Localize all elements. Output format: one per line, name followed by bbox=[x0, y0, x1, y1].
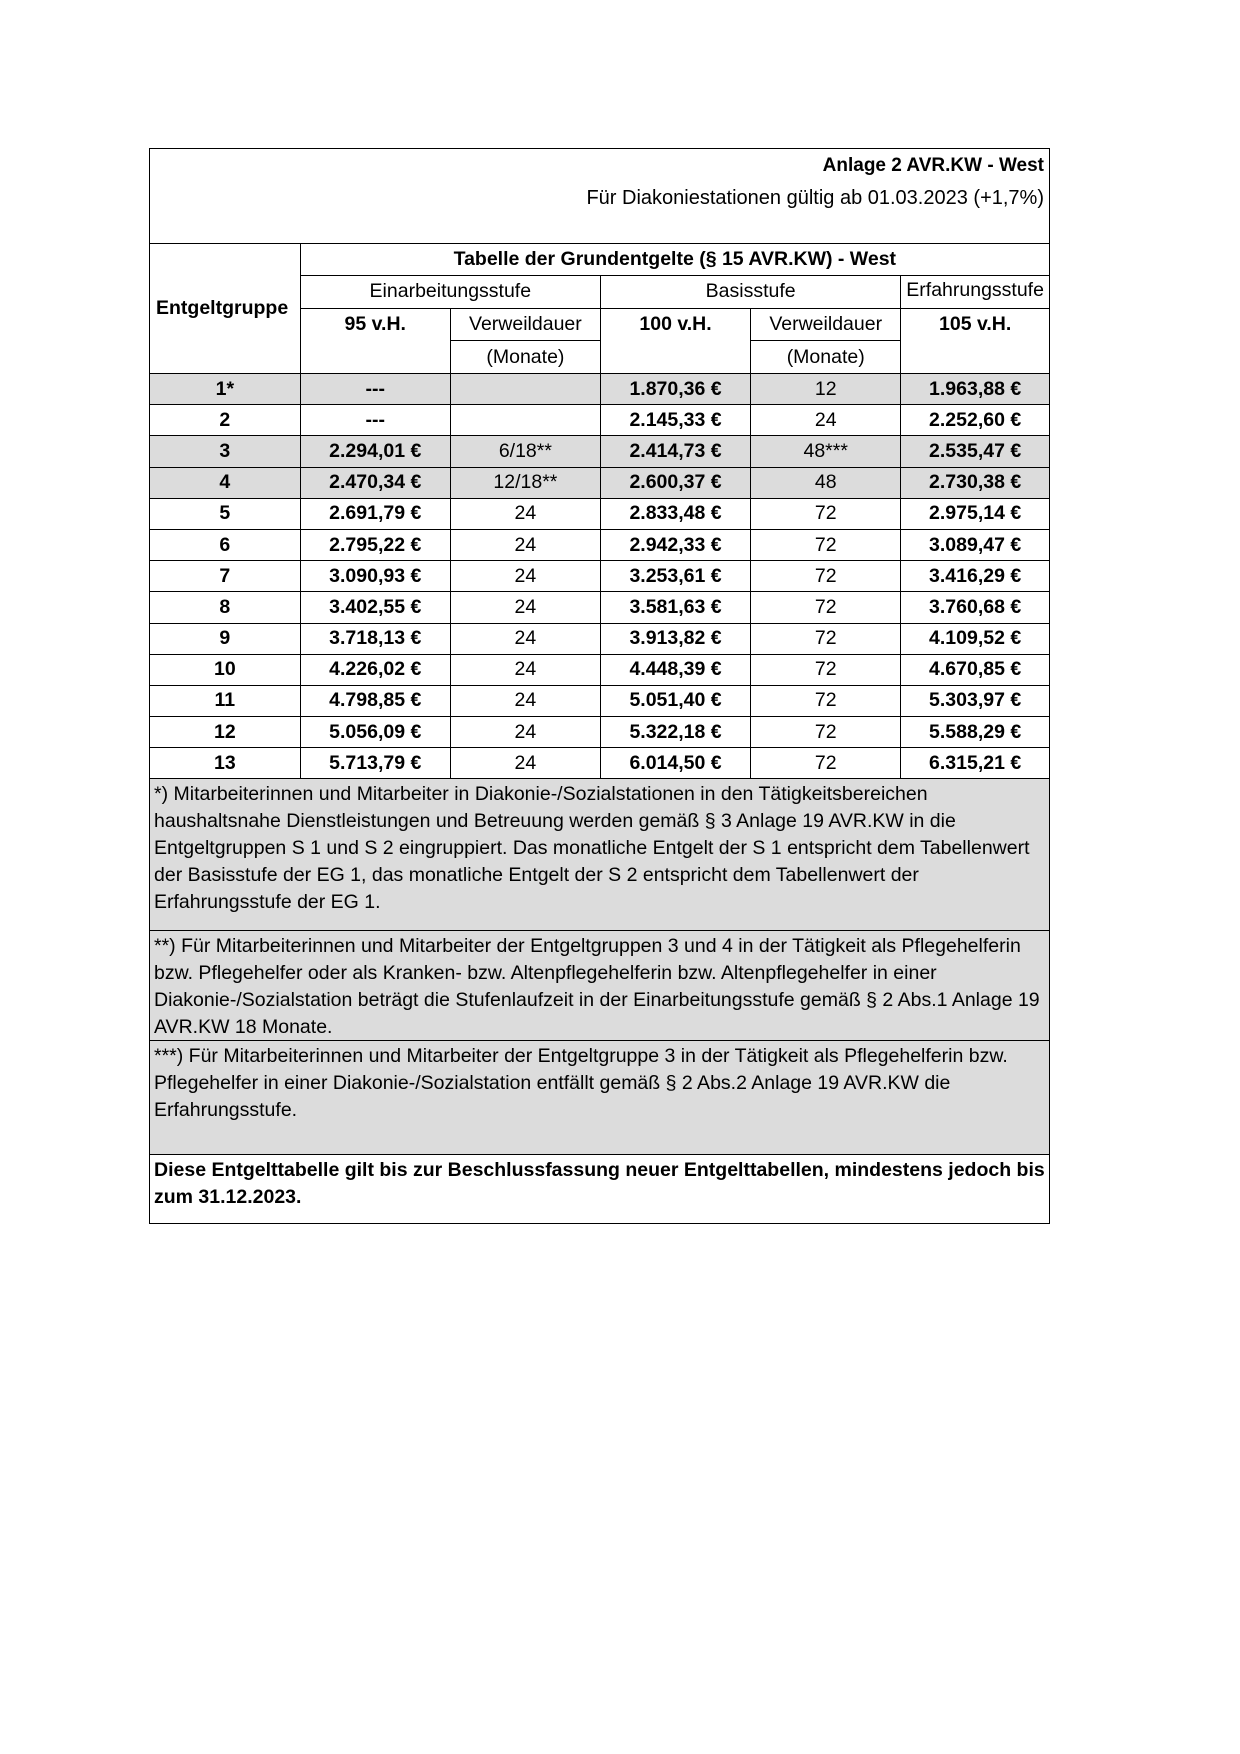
col-monate-2-header: (Monate) bbox=[751, 341, 901, 374]
cell-entgeltgruppe: 13 bbox=[150, 748, 300, 779]
validity-note: Diese Entgelttabelle gilt bis zur Beschlussfassung neuer Entgelttabellen, mindestens jedoch bis zum 31.12.2023. bbox=[154, 1159, 1045, 1209]
footnote-2: **) Für Mitarbeiterinnen und Mitarbeiter der Entgeltgruppen 3 und 4 in der Tätigkeit als Pflegehelferin bzw. Pflegehelfer oder als Kranken- bzw. Altenpflegehelferin bzw. Altenpflegehelfer in einer Diakonie-/Sozialstation beträgt die Stufenlaufzeit in der Einarbeitungsstufe gemäß § 2 Abs.1 Anlage 19 AVR.KW 18 Monate. bbox=[150, 931, 1049, 1041]
footnotes bbox=[150, 779, 1049, 1223]
salary-table-head bbox=[150, 244, 1049, 374]
cell-105: 6.315,21 € bbox=[901, 748, 1049, 779]
cell-105: 4.670,85 € bbox=[901, 654, 1049, 685]
table-row bbox=[150, 467, 1049, 498]
cell-verweildauer-1: 24 bbox=[450, 654, 600, 685]
table-row bbox=[150, 592, 1049, 623]
table-title: Tabelle der Grundentgelte (§ 15 AVR.KW) - West bbox=[300, 244, 1049, 276]
cell-95: --- bbox=[300, 374, 450, 405]
cell-verweildauer-2: 72 bbox=[751, 748, 901, 779]
cell-verweildauer-2: 48*** bbox=[751, 436, 901, 467]
cell-entgeltgruppe: 7 bbox=[150, 561, 300, 592]
table-row bbox=[150, 717, 1049, 748]
cell-entgeltgruppe: 11 bbox=[150, 685, 300, 716]
cell-verweildauer-2: 72 bbox=[751, 498, 901, 529]
col-105-header: 105 v.H. bbox=[901, 309, 1049, 341]
cell-105: 3.760,68 € bbox=[901, 592, 1049, 623]
cell-100: 2.942,33 € bbox=[600, 529, 750, 560]
cell-entgeltgruppe: 10 bbox=[150, 654, 300, 685]
cell-entgeltgruppe: 12 bbox=[150, 717, 300, 748]
cell-verweildauer-1: 24 bbox=[450, 748, 600, 779]
col-verweildauer-2-header: Verweildauer bbox=[751, 309, 901, 341]
cell-100: 3.913,82 € bbox=[600, 623, 750, 654]
cell-100: 6.014,50 € bbox=[600, 748, 750, 779]
cell-verweildauer-1: 24 bbox=[450, 561, 600, 592]
table-row bbox=[150, 529, 1049, 560]
cell-100: 3.253,61 € bbox=[600, 561, 750, 592]
cell-verweildauer-1 bbox=[450, 405, 600, 436]
cell-95: 2.470,34 € bbox=[300, 467, 450, 498]
cell-verweildauer-2: 24 bbox=[751, 405, 901, 436]
table-row bbox=[150, 374, 1049, 405]
cell-95: 4.798,85 € bbox=[300, 685, 450, 716]
entgeltgruppe-header: Entgeltgruppe bbox=[150, 244, 300, 374]
col-verweildauer-1-header: Verweildauer bbox=[450, 309, 600, 341]
cell-verweildauer-1: 24 bbox=[450, 592, 600, 623]
cell-verweildauer-1: 24 bbox=[450, 498, 600, 529]
table-row bbox=[150, 654, 1049, 685]
cell-entgeltgruppe: 8 bbox=[150, 592, 300, 623]
col-monate-1-header: (Monate) bbox=[450, 341, 600, 374]
cell-95: 4.226,02 € bbox=[300, 654, 450, 685]
group-basis-header: Basisstufe bbox=[600, 276, 900, 308]
col-100-header: 100 v.H. bbox=[600, 309, 750, 341]
document-frame bbox=[149, 148, 1050, 1224]
cell-105: 3.416,29 € bbox=[901, 561, 1049, 592]
cell-verweildauer-2: 72 bbox=[751, 654, 901, 685]
cell-105: 5.588,29 € bbox=[901, 717, 1049, 748]
cell-100: 2.833,48 € bbox=[600, 498, 750, 529]
cell-105: 1.963,88 € bbox=[901, 374, 1049, 405]
cell-verweildauer-1: 12/18** bbox=[450, 467, 600, 498]
cell-verweildauer-2: 72 bbox=[751, 623, 901, 654]
cell-95: 3.090,93 € bbox=[300, 561, 450, 592]
cell-verweildauer-2: 12 bbox=[751, 374, 901, 405]
cell-100: 5.322,18 € bbox=[600, 717, 750, 748]
cell-verweildauer-1: 6/18** bbox=[450, 436, 600, 467]
cell-95: 2.294,01 € bbox=[300, 436, 450, 467]
cell-95: 3.402,55 € bbox=[300, 592, 450, 623]
cell-100: 2.600,37 € bbox=[600, 467, 750, 498]
cell-105: 2.730,38 € bbox=[901, 467, 1049, 498]
document-subtitle: Für Diakoniestationen gültig ab 01.03.2023 (+1,7%) bbox=[586, 187, 1044, 209]
table-row bbox=[150, 623, 1049, 654]
cell-95: 2.795,22 € bbox=[300, 529, 450, 560]
col-95-header: 95 v.H. bbox=[300, 309, 450, 341]
cell-95: 3.718,13 € bbox=[300, 623, 450, 654]
cell-100: 5.051,40 € bbox=[600, 685, 750, 716]
group-erfahrung-header: Erfahrungsstufe bbox=[901, 276, 1049, 309]
table-row bbox=[150, 685, 1049, 716]
cell-105: 2.975,14 € bbox=[901, 498, 1049, 529]
cell-105: 2.252,60 € bbox=[901, 405, 1049, 436]
table-row bbox=[150, 405, 1049, 436]
document-header bbox=[150, 149, 1049, 244]
table-row bbox=[150, 436, 1049, 467]
cell-entgeltgruppe: 1* bbox=[150, 374, 300, 405]
cell-verweildauer-1: 24 bbox=[450, 685, 600, 716]
cell-105: 3.089,47 € bbox=[901, 529, 1049, 560]
group-einarbeitung-header: Einarbeitungsstufe bbox=[300, 276, 600, 308]
cell-95: 2.691,79 € bbox=[300, 498, 450, 529]
cell-verweildauer-2: 72 bbox=[751, 592, 901, 623]
cell-100: 4.448,39 € bbox=[600, 654, 750, 685]
cell-100: 1.870,36 € bbox=[600, 374, 750, 405]
cell-verweildauer-1 bbox=[450, 374, 600, 405]
cell-verweildauer-2: 72 bbox=[751, 529, 901, 560]
footnote-3: ***) Für Mitarbeiterinnen und Mitarbeiter der Entgeltgruppe 3 in der Tätigkeit als Pflegehelferin bzw. Pflegehelfer in einer Diakonie-/Sozialstation entfällt gemäß § 2 Abs.2 Anlage 19 AVR.KW die Erfahrungsstufe. bbox=[150, 1041, 1049, 1155]
cell-verweildauer-1: 24 bbox=[450, 717, 600, 748]
cell-105: 4.109,52 € bbox=[901, 623, 1049, 654]
salary-table bbox=[150, 244, 1049, 779]
cell-verweildauer-2: 48 bbox=[751, 467, 901, 498]
cell-entgeltgruppe: 4 bbox=[150, 467, 300, 498]
cell-entgeltgruppe: 6 bbox=[150, 529, 300, 560]
cell-100: 3.581,63 € bbox=[600, 592, 750, 623]
cell-entgeltgruppe: 5 bbox=[150, 498, 300, 529]
cell-verweildauer-2: 72 bbox=[751, 717, 901, 748]
cell-verweildauer-1: 24 bbox=[450, 529, 600, 560]
document-title: Anlage 2 AVR.KW - West bbox=[822, 155, 1044, 176]
salary-table-body bbox=[150, 374, 1049, 779]
cell-verweildauer-2: 72 bbox=[751, 561, 901, 592]
cell-verweildauer-2: 72 bbox=[751, 685, 901, 716]
cell-95: --- bbox=[300, 405, 450, 436]
table-row bbox=[150, 748, 1049, 779]
cell-95: 5.713,79 € bbox=[300, 748, 450, 779]
cell-entgeltgruppe: 2 bbox=[150, 405, 300, 436]
cell-entgeltgruppe: 9 bbox=[150, 623, 300, 654]
footnote-1: *) Mitarbeiterinnen und Mitarbeiter in Diakonie-/Sozialstationen in den Tätigkeitsbereichen haushaltsnahe Dienstleistungen und Betreuung werden gemäß § 3 Anlage 19 AVR.KW in die Entgeltgruppen S 1 und S 2 eingruppiert. Das monatliche Entgelt der S 1 entspricht dem Tabellenwert der Basisstufe der EG 1, das monatliche Entgelt der S 2 entspricht dem Tabellenwert der Erfahrungsstufe der EG 1. bbox=[150, 779, 1049, 931]
table-row bbox=[150, 561, 1049, 592]
cell-entgeltgruppe: 3 bbox=[150, 436, 300, 467]
cell-100: 2.145,33 € bbox=[600, 405, 750, 436]
cell-105: 5.303,97 € bbox=[901, 685, 1049, 716]
cell-105: 2.535,47 € bbox=[901, 436, 1049, 467]
cell-100: 2.414,73 € bbox=[600, 436, 750, 467]
cell-95: 5.056,09 € bbox=[300, 717, 450, 748]
table-row bbox=[150, 498, 1049, 529]
cell-verweildauer-1: 24 bbox=[450, 623, 600, 654]
